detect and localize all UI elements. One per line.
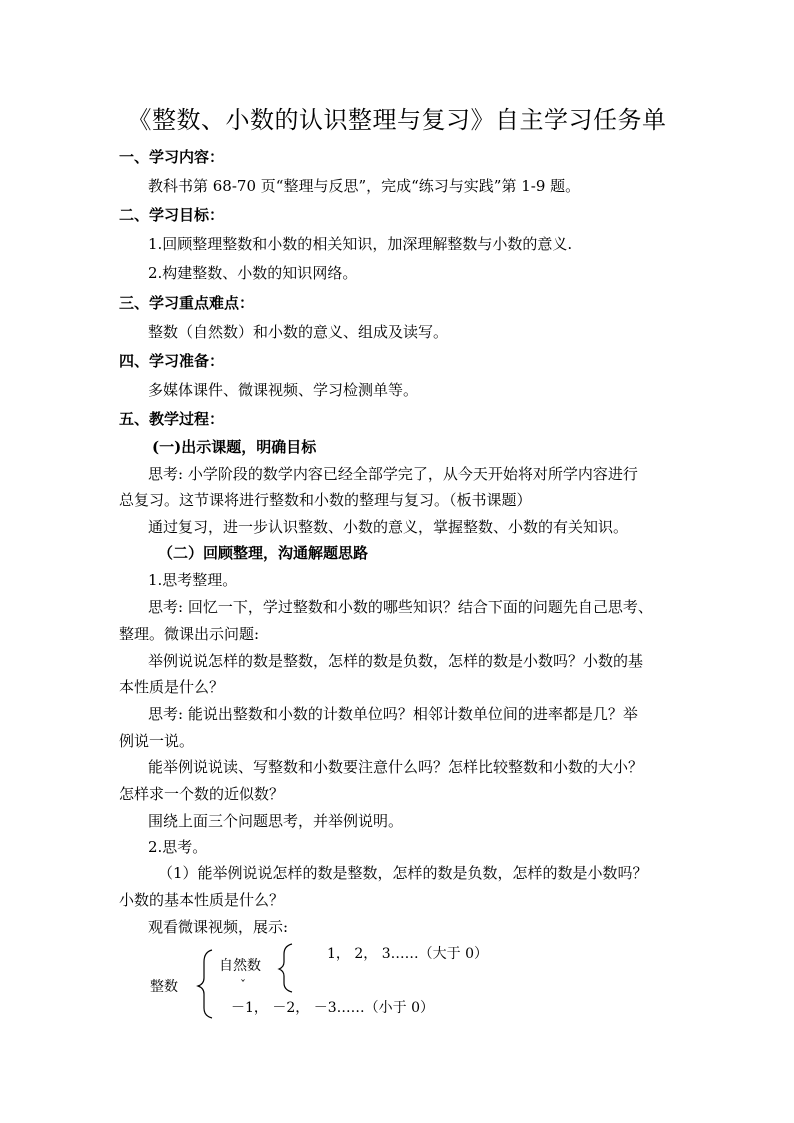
section-4-text: 多媒体课件、微课视频、学习检测单等。 xyxy=(148,381,419,399)
paragraph-9: 2.思考。 xyxy=(148,838,208,856)
section-1-heading: 一、学习内容： xyxy=(119,148,225,166)
paragraph-10-line-2: 小数的基本性质是什么？ xyxy=(119,891,285,909)
diagram-natural-mark: ˇ xyxy=(240,978,246,992)
paragraph-5-line-2: 本性质是什么？ xyxy=(119,678,225,696)
section-2-item-2: 2.构建整数、小数的知识网络。 xyxy=(148,264,358,282)
paragraph-10-line-1: （1）能举例说说怎样的数是整数，怎样的数是负数，怎样的数是小数吗？ xyxy=(158,864,648,882)
diagram-natural-label: 自然数 xyxy=(219,958,261,974)
paragraph-7-line-2: 怎样求一个数的近似数？ xyxy=(119,785,285,803)
section-2-item-1: 1.回顾整理整数和小数的相关知识，加深理解整数与小数的意义. xyxy=(148,235,573,253)
outer-brace xyxy=(198,950,212,1018)
section-1-text: 教科书第 68-70 页“整理与反思”，完成“练习与实践”第 1-9 题。 xyxy=(148,177,581,195)
paragraph-4-line-2: 整理。微课出示问题: xyxy=(119,625,260,643)
paragraph-4-line-1: 思考: 回忆一下，学过整数和小数的哪些知识？结合下面的问题先自己思考、 xyxy=(148,598,653,616)
section-4-heading: 四、学习准备： xyxy=(119,352,225,370)
page-title: 《整数、小数的认识整理与复习》自主学习任务单 xyxy=(127,106,667,134)
subheading-2: （二）回顾整理，沟通解题思路 xyxy=(158,544,369,562)
paragraph-3: 1.思考整理。 xyxy=(148,571,238,589)
diagram-root-label: 整数 xyxy=(150,979,178,995)
inner-brace xyxy=(279,944,292,992)
paragraph-5-line-1: 举例说说怎样的数是整数，怎样的数是负数，怎样的数是小数吗？小数的基 xyxy=(148,652,644,670)
section-3-text: 整数（自然数）和小数的意义、组成及读写。 xyxy=(148,323,449,341)
paragraph-1-line-2: 总复习。这节课将进行整数和小数的整理与复习。（板书课题） xyxy=(119,491,532,509)
paragraph-6-line-2: 例说一说。 xyxy=(119,732,195,750)
diagram-positive-label: 1， 2， 3……（大于 0） xyxy=(327,946,488,962)
section-3-heading: 三、学习重点难点： xyxy=(119,294,255,312)
section-5-heading: 五、教学过程： xyxy=(119,410,225,428)
paragraph-11: 观看微课视频，展示: xyxy=(148,918,289,936)
subheading-1: (一)出示课题，明确目标 xyxy=(152,438,317,456)
paragraph-2: 通过复习，进一步认识整数、小数的意义，掌握整数、小数的有关知识。 xyxy=(148,518,629,536)
section-2-heading: 二、学习目标： xyxy=(119,206,225,224)
paragraph-1-line-1: 思考: 小学阶段的数学内容已经全部学完了，从今天开始将对所学内容进行 xyxy=(148,465,638,483)
diagram-negative-label: －1， －2， －3……（小于 0） xyxy=(231,1000,434,1016)
paragraph-8: 围绕上面三个问题思考，并举例说明。 xyxy=(148,812,404,830)
paragraph-6-line-1: 思考: 能说出整数和小数的计数单位吗？相邻计数单位间的进率都是几？举 xyxy=(148,705,638,723)
paragraph-7-line-1: 能举例说说读、写整数和小数要注意什么吗？怎样比较整数和小数的大小？ xyxy=(148,758,644,776)
